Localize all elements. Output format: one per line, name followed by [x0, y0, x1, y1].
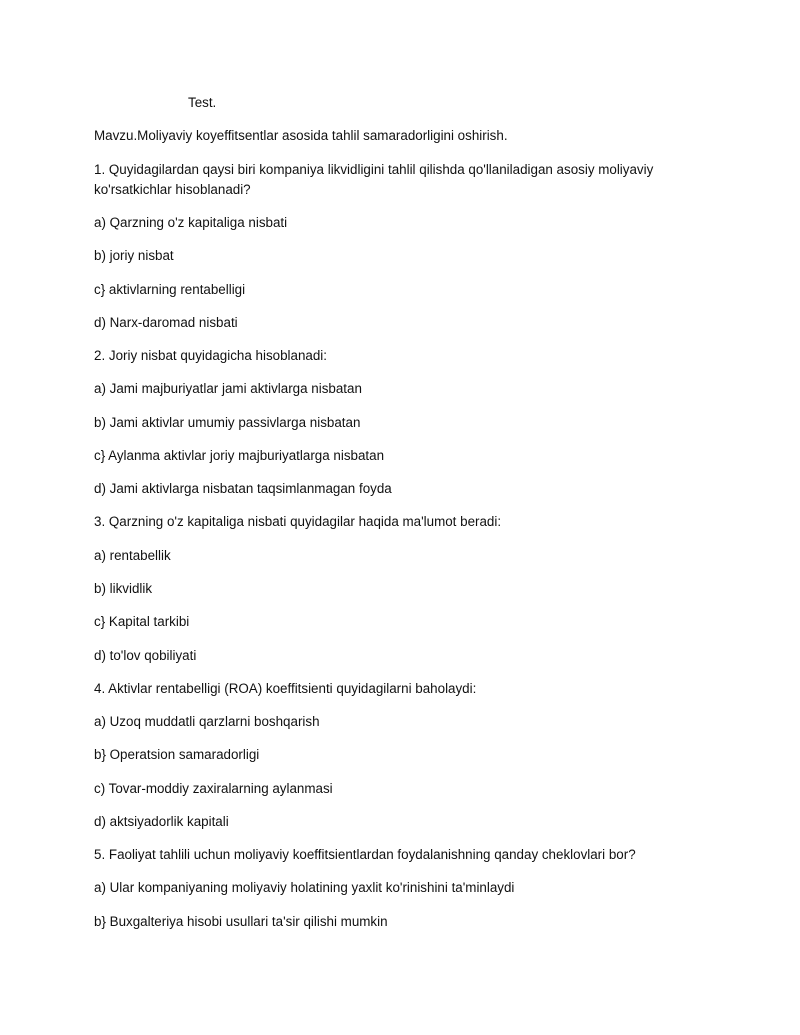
question-3-option-b: b) likvidlik	[94, 581, 153, 596]
question-5-option-a: a) Ular kompaniyaning moliyaviy holatining yaxlit ko'rinishini ta'minlaydi	[94, 880, 515, 895]
question-4-option-a: a) Uzoq muddatli qarzlarni boshqarish	[94, 714, 320, 729]
question-3-option-c: c} Kapital tarkibi	[94, 614, 190, 629]
document-title: Test.	[188, 95, 217, 110]
question-2-option-b: b) Jami aktivlar umumiy passivlarga nisbatan	[94, 415, 361, 430]
question-1-option-a: a) Qarzning o'z kapitaliga nisbati	[94, 215, 288, 230]
question-5-text: 5. Faoliyat tahlili uchun moliyaviy koeffitsientlardan foydalanishning qanday cheklovlari bor?	[94, 847, 636, 862]
question-2-option-a: a) Jami majburiyatlar jami aktivlarga nisbatan	[94, 381, 362, 396]
question-3-option-a: a) rentabellik	[94, 548, 171, 563]
question-4-text: 4. Aktivlar rentabelligi (ROA) koeffitsienti quyidagilarni baholaydi:	[94, 681, 477, 696]
question-5-option-b: b} Buxgalteriya hisobi usullari ta'sir qilishi mumkin	[94, 914, 388, 929]
question-3-text: 3. Qarzning o'z kapitaliga nisbati quyidagilar haqida ma'lumot beradi:	[94, 514, 502, 529]
question-1-option-d: d) Narx-daromad nisbati	[94, 315, 238, 330]
question-3-option-d: d) to'lov qobiliyati	[94, 648, 197, 663]
question-1-option-c: c} aktivlarning rentabelligi	[94, 282, 246, 297]
question-1-text: 1. Quyidagilardan qaysi biri kompaniya likvidligini tahlil qilishda qo'llaniladigan asosiy moliyaviy	[94, 162, 654, 177]
topic-line: Mavzu.Moliyaviy koyeffitsentlar asosida tahlil samaradorligini oshirish.	[94, 128, 508, 143]
question-4-option-d: d) aktsiyadorlik kapitali	[94, 814, 229, 829]
question-2-option-c: c} Aylanma aktivlar joriy majburiyatlarga nisbatan	[94, 448, 385, 463]
question-4-option-b: b} Operatsion samaradorligi	[94, 747, 260, 762]
question-1-option-b: b) joriy nisbat	[94, 248, 174, 263]
question-4-option-c: c) Tovar-moddiy zaxiralarning aylanmasi	[94, 781, 333, 796]
question-2-option-d: d) Jami aktivlarga nisbatan taqsimlanmagan foyda	[94, 481, 392, 496]
question-2-text: 2. Joriy nisbat quyidagicha hisoblanadi:	[94, 348, 327, 363]
question-1-text-continued: ko'rsatkichlar hisoblanadi?	[94, 182, 251, 197]
